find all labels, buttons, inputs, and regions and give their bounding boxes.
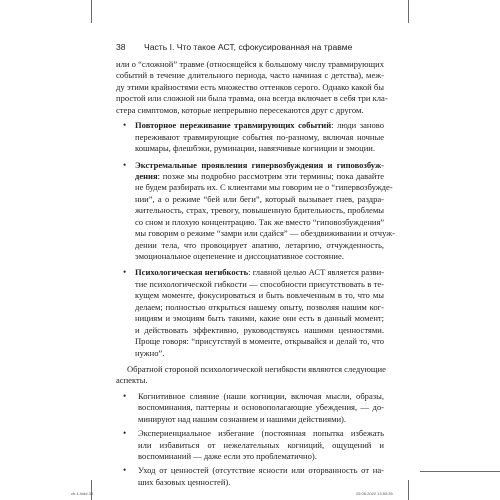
bullet-icon: • xyxy=(123,390,127,401)
text-line: нужно”. xyxy=(135,347,165,358)
crop-mark-top-left xyxy=(91,0,92,23)
flexibility-intro-paragraph xyxy=(116,364,384,387)
text-line: Психологическая негибкость: главной целью АСТ является разви- xyxy=(135,267,384,278)
text-line: Повторное переживание травмирующих событий: люди заново xyxy=(135,120,384,131)
text-line: или избавиться от нежелательных когниций, ощущений и xyxy=(138,439,384,450)
printer-slug-timestamp: 25.06.2022 13:53:35 xyxy=(356,491,393,496)
running-header xyxy=(116,42,384,58)
text-line: событий в течение длительного периода, часто начиная с детства), меж- xyxy=(116,70,384,81)
text-line: переживают травмирующие события по-разному, включая ночные xyxy=(135,131,384,142)
term-heading: Психологическая негибкость xyxy=(135,267,249,278)
chapter-title: Часть I. Что такое АСТ, сфокусированная на травме xyxy=(144,42,353,52)
text-line: кущем моменте, фокусироваться и быть вовлеченным в то, что мы xyxy=(135,290,384,301)
text-line: мы говорим о режиме “замри или сдайся” — обездвиживании и отчуж- xyxy=(135,228,396,239)
printer-slug-file: ch-1.indd 38 xyxy=(71,491,94,496)
symptom-cluster-arousal xyxy=(116,159,396,263)
text-line: делаем; полностью открыться нашему опыту, позволяя нашим ког- xyxy=(135,301,384,312)
bullet-icon: • xyxy=(123,267,127,278)
symptom-cluster-inflexibility xyxy=(116,267,384,359)
text-line: тие психологической гибкости — способности присутствовать в те- xyxy=(135,278,384,289)
text-line: кошмары, флешбэки, руминации, навязчивые когниции и эмоции. xyxy=(135,143,376,154)
aspect-cognitive-fusion xyxy=(116,391,384,425)
text-line: ду этими крайностями есть множество оттенков серого. Однако какой бы xyxy=(116,81,384,92)
text-line: и действовать эффективно, руководствуясь нашими ценностями. xyxy=(135,324,384,335)
aspect-experiential-avoidance xyxy=(116,428,384,462)
page-number: 38 xyxy=(116,42,126,52)
text-line: дении тела, что провоцирует апатию, летаргию, отчужденность, xyxy=(135,239,384,250)
crop-mark-bottom-right xyxy=(408,480,409,500)
text-line: аспекты. xyxy=(116,375,148,386)
term-heading: Повторное переживание травмирующих событий xyxy=(135,120,332,131)
text-line: нии”, а о режиме “бей или беги”, который вызывает гнев, раздра- xyxy=(135,193,384,204)
text-line: ших базовых ценностей). xyxy=(138,476,231,487)
text-line: Экспериенциальное избегание (постоянная попытка избежать xyxy=(138,428,384,439)
text-line: Когнитивное слияние (наши когниции, включая мысли, образы, xyxy=(138,390,384,401)
crop-mark-bottom-left xyxy=(91,480,92,500)
bullet-icon: • xyxy=(123,465,127,476)
text-line: дения: позже мы подробно рассмотрим эти термины; пока давайте xyxy=(135,170,384,181)
bullet-icon: • xyxy=(123,159,127,170)
text-line: минируют над нашим сознанием и нашими действиями). xyxy=(138,413,347,424)
text-line: простой или сложной ни была травма, она всегда включает в себя три кла- xyxy=(116,93,388,104)
text-line: Обратной стороной психологической негибкости являются следующие xyxy=(127,363,386,374)
page-body xyxy=(116,59,396,488)
term-heading: дения xyxy=(135,170,158,181)
text-line: воспоминаний — даже если это проблематично). xyxy=(138,451,317,461)
text-line xyxy=(135,160,384,171)
text-line: Проще говоря: “присутствуй в моменте, открывайся и делай то, что xyxy=(135,336,384,347)
text-line: со сном и плохую концентрацию. Так же вместо “гиповозбуждения” xyxy=(135,216,385,227)
text-line: жительность, страх, тревогу, повышенную бдительность, проблемы xyxy=(135,205,384,216)
text-line: стера симптомов, которые непрерывно пересекаются друг с другом. xyxy=(116,104,364,115)
text-line: воспоминания, паттерны и основополагающие убеждения, — до- xyxy=(138,402,384,413)
text-line: Уход от ценностей (отсутствие ясности или оторванность от на- xyxy=(138,465,384,476)
intro-paragraph xyxy=(116,59,388,116)
bullet-icon: • xyxy=(123,120,127,131)
text-line: не будем разбирать их. С клиентами мы говорим не о “гипервозбужде- xyxy=(135,182,393,193)
term-heading: Экстремальные проявления гипервозбуждения и гиповозбуж- xyxy=(135,159,384,170)
crop-mark-bottom-right-horizontal xyxy=(420,471,500,472)
bullet-icon: • xyxy=(123,428,127,439)
text-line: нициям и эмоциям быть такими, какие они есть в данный момент; xyxy=(135,313,384,324)
text-line: эмоциональное оцепенение и диссоциативное состояние. xyxy=(135,251,344,261)
aspect-values-disconnection xyxy=(116,465,384,488)
text-line: или о “сложной” травме (относящейся к большому числу травмирующих xyxy=(116,59,384,69)
crop-mark-top-right xyxy=(408,0,409,23)
symptom-cluster-reexperiencing xyxy=(116,120,384,154)
